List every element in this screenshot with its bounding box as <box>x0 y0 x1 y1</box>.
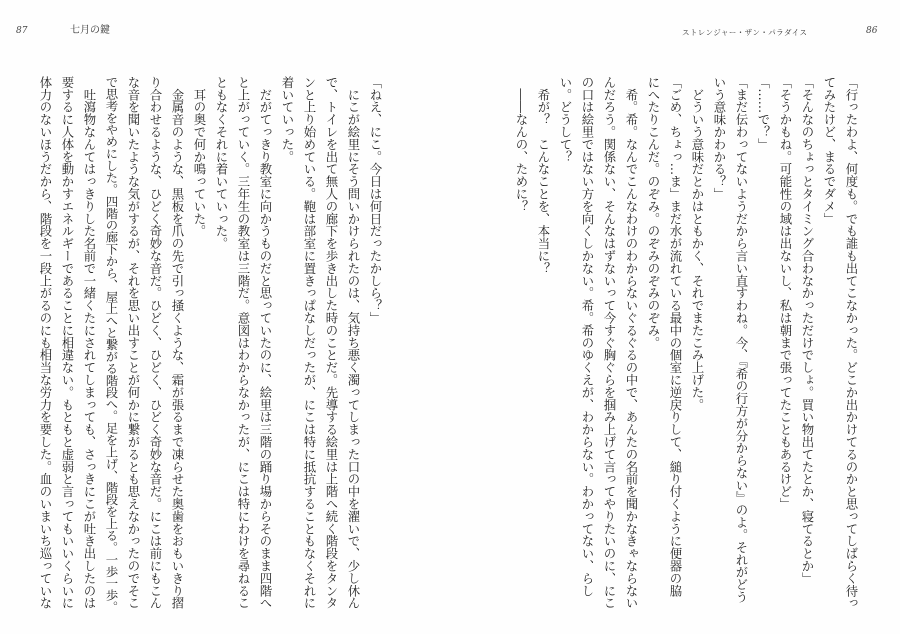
text-column: 体力のないほうだから、階段を一段上がるのにも相当な労力を要した。血のいまいち巡っていな <box>38 76 53 610</box>
text-column: にへたりこんだ。のぞみ。のぞみのぞみのぞみ。 <box>646 76 661 349</box>
text-column: 吐瀉物なんてはっきりした名前で一緒くたにされてしまっても、さっきにこが吐き出したのは <box>82 76 97 610</box>
running-head-left: 七月の鍵 <box>70 25 110 36</box>
text-column: 「ねえ、にこ。今日は何日だったかしら？」 <box>368 76 383 324</box>
text-column: 「ごめ、ちょっ…ま」まだ水が流れている最中の個室に逆戻りして、縋り付くように便器の脇 <box>668 76 683 597</box>
text-column: 「まだ伝わってないようだから言い直すわね。今、『希の行方が分からない』のよ。それがどう <box>734 76 749 603</box>
text-column: 金属音のような、黒板を爪の先で引っ掻くような、霜が張るまで凍らせた奥歯をおもいきり摺 <box>170 76 185 610</box>
text-column: てみたけど、まるでダメ」 <box>822 76 837 225</box>
text-column: どういう意味だとかはともかく、それでまたこみ上げた。 <box>690 76 705 411</box>
text-column: ――なんの、ために？ <box>514 76 529 213</box>
text-column: い。どうして？ <box>558 76 573 163</box>
text-column: で思考をやめにした。四階の廊下から、屋上へと繋がる階段へ。足を上げ、階段を上る。一歩一歩。 <box>104 76 119 614</box>
page-number-right: 86 <box>866 26 878 36</box>
text-column: な音を聞いたような気がするが、それを思い出すことが何かに繋がるとも思えなかったのでそこ <box>126 76 141 610</box>
right-page-body <box>510 76 862 616</box>
text-column: り合わせるような、ひどく奇妙な音だ。ひどく、ひどく、ひどく奇妙な音だ。にこは前にもこん <box>148 76 163 610</box>
text-column: 「そうかもね。可能性の域は出ないし、私は朝まで張ってたこともあるけど」 <box>778 76 793 510</box>
text-column: の口は絵里ではない方を向くしかない。希。希のゆくえが、わからない。わかってない、らし <box>580 76 595 597</box>
text-column: 希が？ こんなことを、本当に？ <box>536 76 551 275</box>
text-column: にこが絵里にそう問いかけられたのは、気持ち悪く濁ってしまった口の中を濯いで、少し休ん <box>346 76 361 610</box>
text-column: 希。希。なんでこんなわけのわからないぐるぐるの中で、あんたの名前を聞かなきゃならない <box>624 76 639 610</box>
text-column: んだろう。関係ない、そんなはずないって今すぐ胸ぐらを掴み上げて言ってやりたいのに、にこ <box>602 76 617 610</box>
text-column: 「そんなのちょっとタイミング合わなかっただけでしょ。買い物出てたとか、寝てるとか」 <box>800 76 815 585</box>
text-column: 「行ったわよ、何度も。でも誰も出てこなかった。どこか出かけてるのかと思ってしばらく待っ <box>844 76 859 610</box>
text-column: いう意味かわかる？」 <box>712 76 727 200</box>
page-number-left: 87 <box>16 26 28 36</box>
left-page-body <box>34 76 386 616</box>
text-column: 要するに人体を動かすエネルギーであることに相違ない。もともと虚弱と言ってもいいくらいに <box>60 76 75 610</box>
text-column: で、トイレを出て無人の廊下を歩き出した時のことだ。先導する絵里は上階へ続く階段をタンタ <box>324 76 339 610</box>
text-column: 「……で？」 <box>756 76 771 151</box>
text-column: 耳の奥で何か鳴っていた。 <box>192 76 207 238</box>
text-column: 着いていった。 <box>280 76 295 163</box>
text-column: ンと上り始めている。鞄は部室に置きっぱなしだったが、にこは特に抵抗することもなくそれに <box>302 76 317 610</box>
text-column: ともなくそれに着いていった。 <box>214 76 229 250</box>
text-column: だがてっきり教室に向かうものだと思っていたのに、絵里は三階の踊り場からそのまま四階へ <box>258 76 273 610</box>
text-column: と上がっていく。三年生の教室は三階だ。意図はわからなかったが、にこは特にわけを尋ねるこ <box>236 76 251 610</box>
running-head-right: ストレンジャー・ザン・パラダイス <box>682 28 808 37</box>
